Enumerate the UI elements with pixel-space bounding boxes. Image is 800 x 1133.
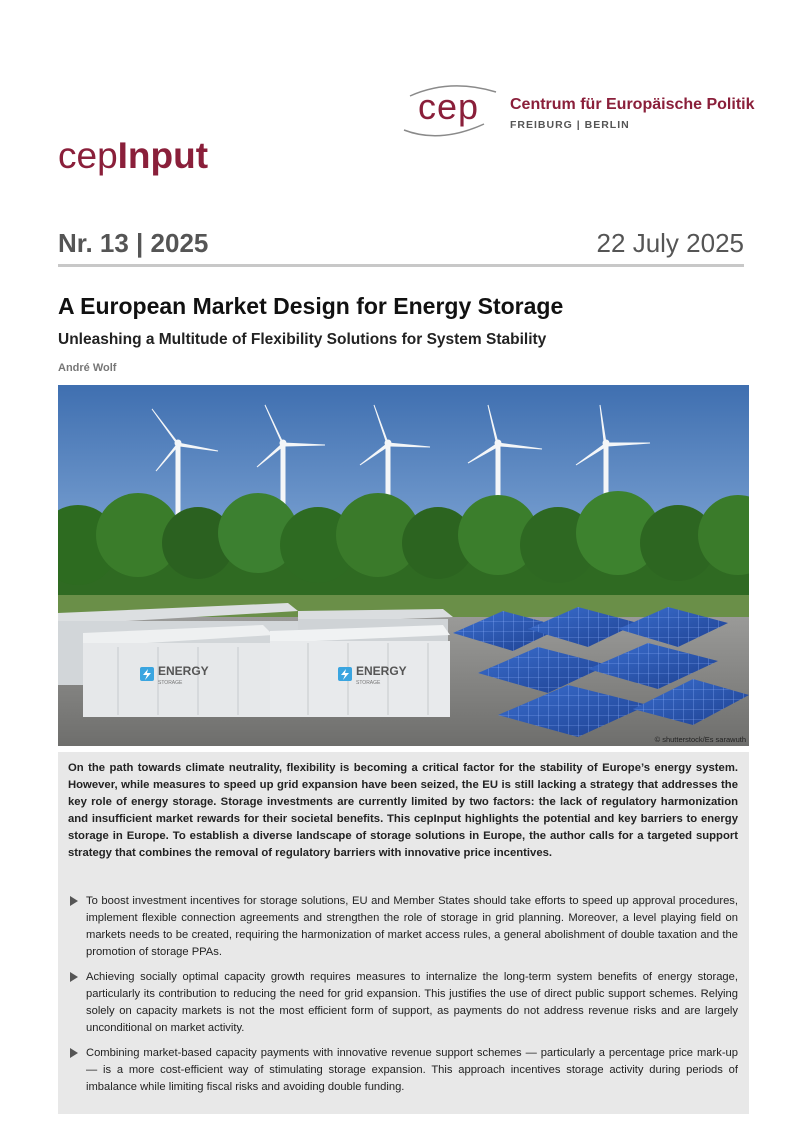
series-prefix: cep: [58, 135, 118, 176]
list-item: [68, 1045, 738, 1096]
cover-image: [58, 385, 749, 746]
key-point-text: Achieving socially optimal capacity growth requires measures to internalize the long-term system benefits of energy storage, particularly its contribution to reducing the need for grid expansion. This justifies the use of direct public support schemes. Relying solely on capacity markets is not the most efficient form of support, as payments do not address revenue risks and are largely unconditional on market activity.: [86, 971, 738, 1034]
organization-name: Centrum für Europäische Politik: [510, 96, 755, 113]
key-points-list: [68, 893, 738, 1104]
author-name: André Wolf: [58, 362, 117, 374]
header-divider: [58, 264, 744, 267]
bullet-triangle-icon: [70, 896, 78, 906]
key-point-text: Combining market-based capacity payments with innovative revenue support schemes — particularly a percentage price mark-up — is a more cost-efficient way of stimulating storage expansion. This approach incentives storage activity during periods of imbalance while limiting fiscal risks and avoiding double funding.: [86, 1047, 738, 1093]
container-label: ENERGY: [158, 664, 209, 678]
container-label: ENERGY: [356, 664, 407, 678]
cep-logo: [400, 82, 760, 142]
key-point-text: To boost investment incentives for storage solutions, EU and Member States should take efforts to speed up approval procedures, implement flexible connection agreements and strengthen the role of storage in grid planning. Moreover, a level playing field on markets needs to be created, requiring the harmonization of market access rules, a general abolishment of double taxation and the promotion of storage PPAs.: [86, 895, 738, 958]
cover-illustration: [58, 385, 749, 746]
series-name: [58, 135, 208, 177]
container-sublabel: STORAGE: [158, 680, 183, 686]
document-title: A European Market Design for Energy Storage: [58, 293, 564, 319]
bullet-triangle-icon: [70, 972, 78, 982]
image-credit: © shutterstock/Es sarawuth: [654, 735, 746, 744]
logo-wordmark: cep: [418, 86, 480, 127]
series-suffix: Input: [117, 135, 209, 176]
list-item: [68, 969, 738, 1037]
summary-box: [58, 752, 749, 1114]
document-subtitle: Unleashing a Multitude of Flexibility Solutions for System Stability: [58, 331, 547, 348]
tree-line: [58, 491, 749, 617]
bullet-triangle-icon: [70, 1048, 78, 1058]
container-sublabel: STORAGE: [356, 680, 381, 686]
abstract-text: On the path towards climate neutrality, flexibility is becoming a critical factor for the stability of Europe’s energy system. However, while measures to speed up grid expansion have been seized, the EU is still lacking a strategy that addresses the key role of energy storage. Storage investments are currently limited by two factors: the lack of regulatory harmonization and insufficient market rewards for their societal benefits. This cepInput highlights the potential and key barriers to energy storage in Europe. To establish a diverse landscape of storage solutions in Europe, the author calls for a targeted support strategy that combines the removal of regulatory barriers with innovative price incentives.: [68, 762, 738, 859]
publication-date: 22 July 2025: [596, 228, 744, 258]
organization-locations: FREIBURG | BERLIN: [510, 119, 630, 131]
issue-number: Nr. 13 | 2025: [58, 228, 209, 258]
list-item: [68, 893, 738, 961]
